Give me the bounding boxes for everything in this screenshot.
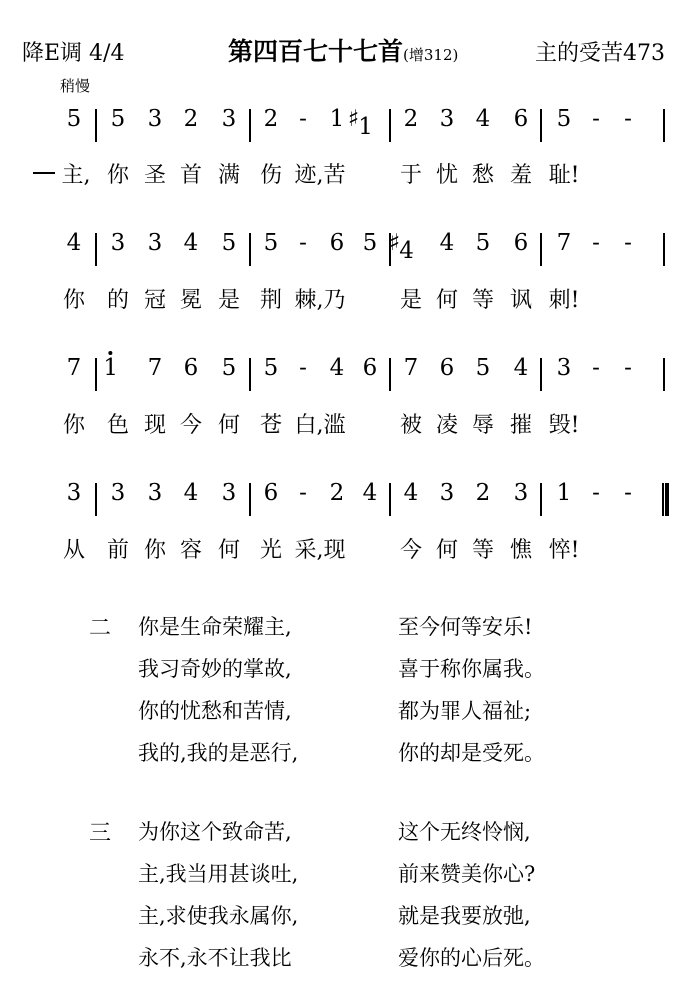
verse-line-first-half: 主,求使我永属你, [138, 904, 299, 928]
note-text: 5 [362, 230, 378, 256]
note-text: 7 [403, 355, 419, 381]
lyric-text: 白,滥 [294, 413, 346, 438]
final-barline [662, 483, 669, 516]
note-text: 1 [329, 106, 345, 132]
barline [540, 109, 542, 142]
lyric-row [0, 533, 700, 565]
note-text: 3 [66, 480, 82, 506]
barline [663, 358, 665, 391]
lyric-text: 冠 [143, 288, 167, 313]
verse-line-second-half: 喜于称你属我。 [398, 657, 545, 681]
note-text: 7 [556, 230, 572, 256]
lyric-text: 伤 [259, 163, 283, 188]
note-text [347, 106, 380, 140]
verse-line-first-half: 你是生命荣耀主, [138, 615, 292, 639]
note-text: - [592, 355, 600, 381]
note-text: 5 [221, 230, 237, 256]
note-text: 2 [475, 480, 491, 506]
lyric-text: 凌 [435, 413, 459, 438]
hymn-title [228, 32, 458, 68]
note-text: 5 [475, 355, 491, 381]
note-text: 2 [329, 480, 345, 506]
barline [389, 109, 391, 142]
note-text: 2 [403, 106, 419, 132]
note-text: 3 [556, 355, 572, 381]
note-text: - [592, 106, 600, 132]
lyric-text: 你 [62, 288, 86, 313]
note-text: 4 [66, 230, 82, 256]
notation-row [0, 106, 700, 146]
note-text: 6 [439, 355, 455, 381]
verse-line-second-half: 这个无终怜悯, [398, 820, 531, 844]
lyric-text: 棘,乃 [294, 288, 346, 313]
lyric-text: 今 [399, 538, 423, 563]
note-text: 4 [475, 106, 491, 132]
lyric-text: 现 [143, 413, 167, 438]
barline [389, 358, 391, 391]
lyric-text: 忧 [435, 163, 459, 188]
notation-row [0, 355, 700, 395]
note-text: 4 [329, 355, 345, 381]
note-text [388, 230, 421, 264]
note-text: 6 [513, 106, 529, 132]
barline [663, 233, 665, 266]
lyric-text: 你 [143, 538, 167, 563]
note-text: 3 [513, 480, 529, 506]
note-text: 3 [110, 480, 126, 506]
lyric-text: 前 [106, 538, 130, 563]
note-text: 6 [329, 230, 345, 256]
note-text: - [592, 480, 600, 506]
lyric-text: 今 [179, 413, 203, 438]
note-text: 4 [362, 480, 378, 506]
barline [540, 358, 542, 391]
barline [95, 483, 97, 516]
note-text: 3 [221, 106, 237, 132]
verse-line-first-half: 我的,我的是恶行, [138, 741, 299, 765]
lyric-text: 冕 [179, 288, 203, 313]
lyric-text: 憔 [509, 538, 533, 563]
note-text: 4 [513, 355, 529, 381]
verse-line-second-half: 前来赞美你心? [398, 862, 536, 886]
note-text: 4 [439, 230, 455, 256]
note-text: - [624, 480, 632, 506]
note-text: 5 [66, 106, 82, 132]
verse-line-first-half: 永不,永不让我比 [138, 946, 292, 970]
lyric-text: 圣 [143, 163, 167, 188]
lyric-text: 容 [179, 538, 203, 563]
note-text: 4 [183, 480, 199, 506]
lyric-lead-dash [33, 172, 55, 174]
lyric-text: 首 [179, 163, 203, 188]
note-text: 3 [147, 480, 163, 506]
lyric-text: 你 [106, 163, 130, 188]
note-text: - [299, 480, 307, 506]
tempo-marking: 稍慢 [60, 77, 91, 95]
lyric-text: 荆 [259, 288, 283, 313]
verse-line-first-half: 我习奇妙的掌故, [138, 657, 292, 681]
note-text: 3 [147, 106, 163, 132]
lyric-text: 等 [471, 288, 495, 313]
lyric-text: 满 [217, 163, 241, 188]
note-text: 1 [556, 480, 572, 506]
note-text: - [299, 230, 307, 256]
note-text: 4 [403, 480, 419, 506]
lyric-text: 刺! [548, 288, 580, 313]
verse-line-first-half: 为你这个致命苦, [138, 820, 292, 844]
lyric-text: 愁 [471, 163, 495, 188]
lyric-row [0, 158, 700, 190]
notation-row [0, 230, 700, 270]
supplement-number: (增312) [403, 46, 459, 64]
verse-line-second-half: 都为罪人福祉; [398, 699, 532, 723]
lyric-text: 毁! [548, 413, 580, 438]
note-text: 3 [147, 230, 163, 256]
notation-row [0, 480, 700, 520]
lyric-text: 被 [399, 413, 423, 438]
lyric-text: 苍 [259, 413, 283, 438]
note-text: - [299, 106, 307, 132]
note-text: - [624, 230, 632, 256]
note-text: 3 [221, 480, 237, 506]
lyric-text: 主, [61, 163, 91, 188]
lyric-text: 光 [259, 538, 283, 563]
note-text: 4 [183, 230, 199, 256]
lyric-text: 色 [106, 413, 130, 438]
hymn-theme: 主的受苦473 [535, 41, 665, 66]
note-text: 5 [110, 106, 126, 132]
note-text: 5 [556, 106, 572, 132]
high-note-digit: 1 [103, 355, 118, 381]
verse-number: 二 [89, 616, 112, 641]
verse-line-second-half: 爱你的心后死。 [398, 946, 545, 970]
barline [540, 483, 542, 516]
note-digit: 1 [358, 114, 373, 140]
key-signature: 降E调 4/4 [22, 41, 125, 66]
lyric-text: 辱 [471, 413, 495, 438]
barline [389, 483, 391, 516]
barline [663, 109, 665, 142]
barline [540, 233, 542, 266]
lyric-text: 于 [399, 163, 423, 188]
barline [95, 358, 97, 391]
verse-line-second-half: 至今何等安乐! [398, 615, 533, 639]
lyric-text: 何 [435, 538, 459, 563]
barline [95, 109, 97, 142]
verse-line-second-half: 你的却是受死。 [398, 741, 545, 765]
sharp-sign: ♯ [388, 230, 400, 256]
note-text: 6 [183, 355, 199, 381]
barline [249, 358, 251, 391]
barline [249, 483, 251, 516]
lyric-text: 迹,苦 [294, 163, 346, 188]
note-text: - [624, 106, 632, 132]
note-text: 6 [362, 355, 378, 381]
lyric-text: 的 [106, 288, 130, 313]
note-text: 7 [147, 355, 163, 381]
lyric-text: 何 [217, 413, 241, 438]
note-text: 5 [221, 355, 237, 381]
lyric-text: 讽 [509, 288, 533, 313]
note-text: 6 [263, 480, 279, 506]
lyric-text: 何 [217, 538, 241, 563]
lyric-text: 耻! [548, 163, 580, 188]
note-text: 2 [263, 106, 279, 132]
note-text: 7 [66, 355, 82, 381]
note-text: - [624, 355, 632, 381]
sharp-sign: ♯ [347, 106, 359, 132]
lyric-text: 何 [435, 288, 459, 313]
note-text: - [592, 230, 600, 256]
lyric-text: 你 [62, 413, 86, 438]
lyric-text: 羞 [509, 163, 533, 188]
note-text: 6 [513, 230, 529, 256]
note-text: - [299, 355, 307, 381]
note-text: 5 [263, 230, 279, 256]
lyric-text: 摧 [509, 413, 533, 438]
lyric-text: 是 [217, 288, 241, 313]
barline [249, 109, 251, 142]
barline [249, 233, 251, 266]
barline [95, 233, 97, 266]
lyric-text: 采,现 [294, 538, 346, 563]
verse-line-first-half: 你的忧愁和苦情, [138, 699, 292, 723]
note-text: 5 [475, 230, 491, 256]
note-text: 5 [263, 355, 279, 381]
lyric-text: 从 [62, 538, 86, 563]
note-text [103, 355, 126, 381]
verse-line-first-half: 主,我当用甚谈吐, [138, 862, 299, 886]
note-text: 3 [439, 480, 455, 506]
note-digit: 4 [399, 238, 414, 264]
note-text: 3 [439, 106, 455, 132]
hymn-number: 第四百七十七首 [228, 37, 404, 66]
lyric-text: 悴! [548, 538, 580, 563]
lyric-row [0, 283, 700, 315]
lyric-text: 是 [399, 288, 423, 313]
verse-line-second-half: 就是我要放弛, [398, 904, 531, 928]
lyric-text: 等 [471, 538, 495, 563]
lyric-row [0, 408, 700, 440]
note-text: 2 [183, 106, 199, 132]
note-text: 3 [110, 230, 126, 256]
verse-number: 三 [89, 821, 112, 846]
